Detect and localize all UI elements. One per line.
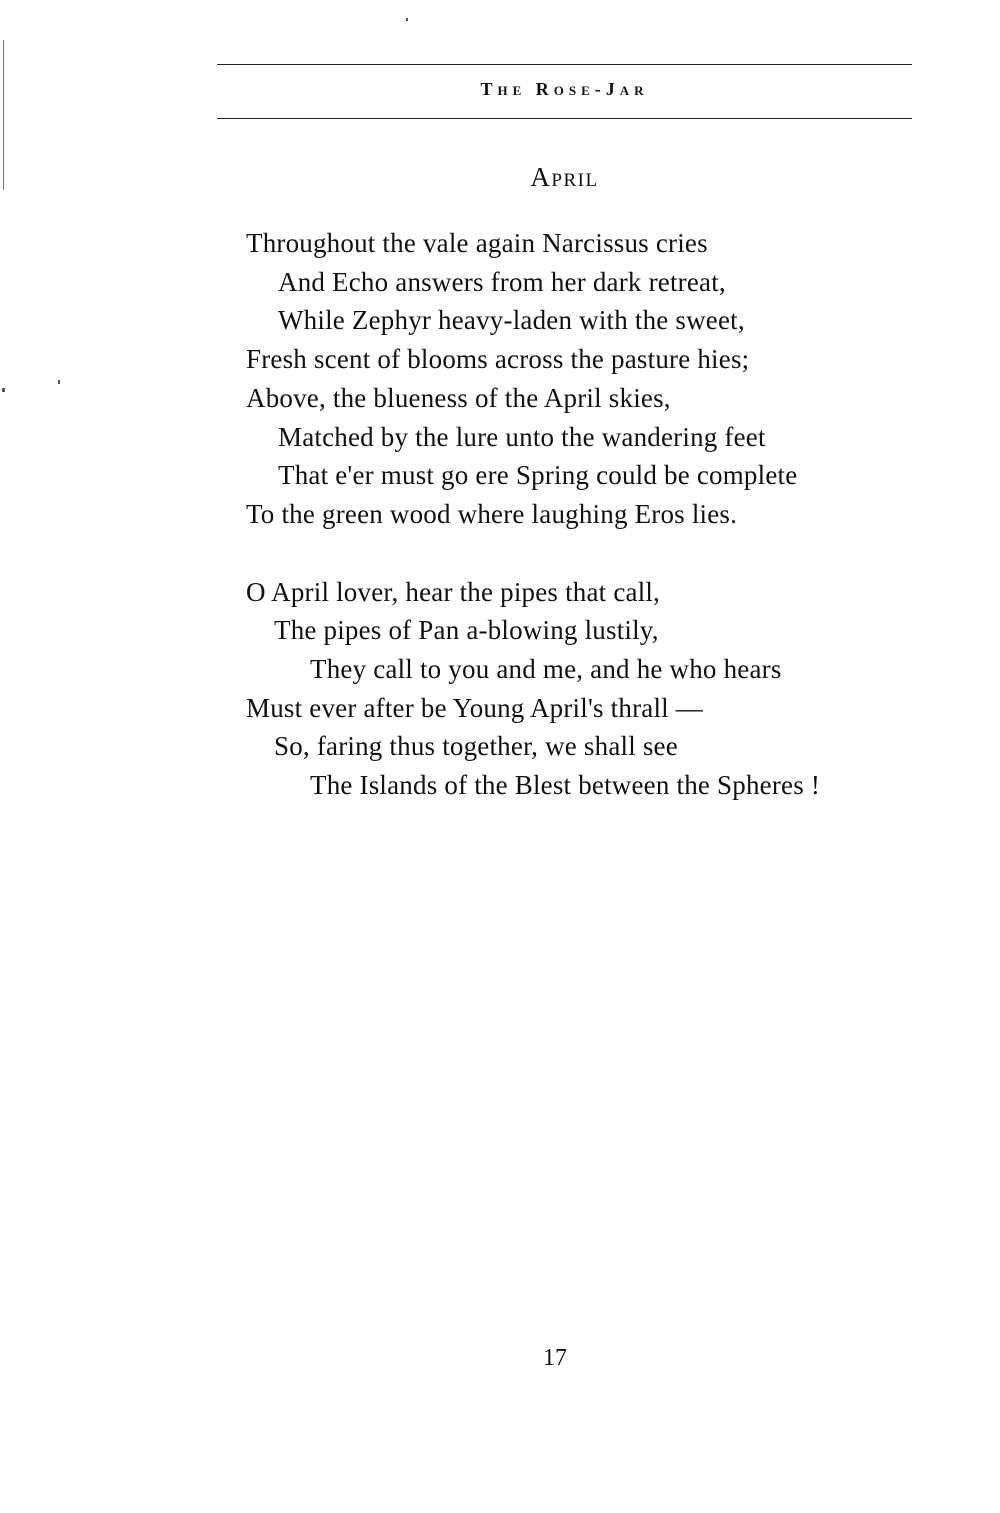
poem-title: April	[530, 162, 599, 192]
poem-line: Throughout the vale again Narcissus cries	[246, 228, 708, 258]
scan-speck	[3, 40, 4, 190]
scan-speck	[406, 18, 408, 21]
poem-line: To the green wood where laughing Eros lies.	[246, 498, 738, 529]
stanza-2	[246, 573, 926, 805]
header-rule-top	[217, 64, 912, 65]
poem-line: The pipes of Pan a-blowing lustily,	[274, 615, 659, 646]
running-title: The Rose-Jar	[480, 79, 649, 99]
poem-line: Matched by the lure unto the wandering feet	[278, 421, 766, 452]
poem-line: Fresh scent of blooms across the pasture hies;	[246, 344, 750, 375]
header-rule-bottom	[217, 118, 912, 119]
poem-line: And Echo answers from her dark retreat,	[278, 266, 726, 297]
page-number: 17	[543, 1345, 567, 1371]
poem-line: O April lover, hear the pipes that call,	[246, 576, 661, 607]
poem-line: Must ever after be Young April's thrall —	[246, 692, 704, 723]
scan-speck	[2, 388, 5, 392]
poem-line: While Zephyr heavy-laden with the sweet,	[278, 305, 745, 336]
poem-line: They call to you and me, and he who hears	[310, 654, 782, 685]
poem-line: That e'er must go ere Spring could be complete	[278, 460, 798, 491]
poem-body	[246, 224, 926, 805]
poem-line: So, faring thus together, we shall see	[274, 731, 678, 762]
running-head	[217, 64, 912, 120]
poem-line: Above, the blueness of the April skies,	[246, 382, 671, 413]
stanza-1	[246, 224, 926, 534]
scan-speck	[58, 380, 60, 384]
poem-line: The Islands of the Blest between the Spheres !	[310, 770, 821, 801]
